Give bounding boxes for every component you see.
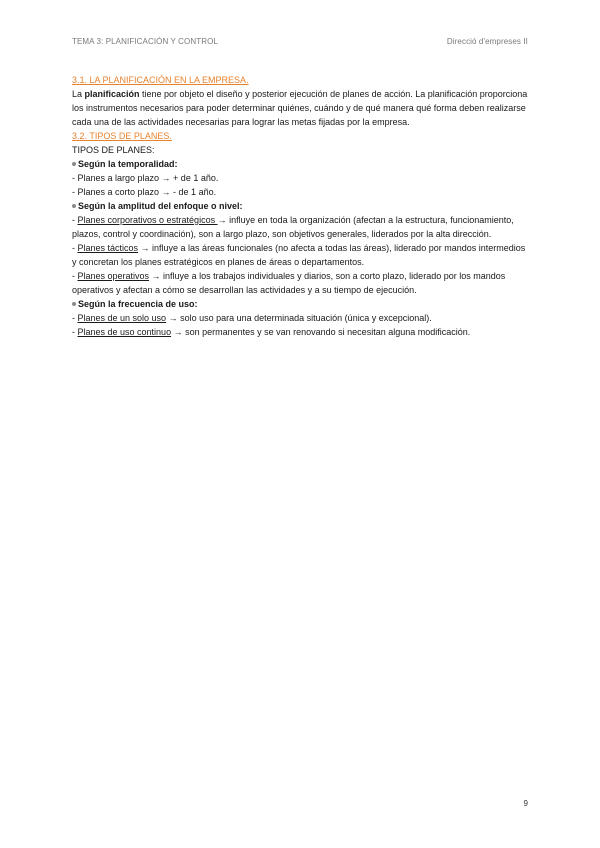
term-estrategicos: Planes corporativos o estratégicos [77, 215, 218, 225]
list-item-uso-continuo: - Planes de uso continuo → son permanentes y se van renovando si necesitan alguna modificación. [72, 327, 471, 337]
list-item-largo-plazo: - Planes a largo plazo → + de 1 año. [72, 173, 219, 183]
group-heading-frecuencia: Según la frecuencia de uso: [72, 297, 528, 311]
intro-prefix: La [72, 89, 85, 99]
intro-text: tiene por objeto el diseño y posterior ejecución de planes de acción. La planificación proporciona los instrumentos necesarios para poder determinar quiénes, cuándo y de qué manera qué forma deben realizarse cada una de las actividades necesarias para lograr las metas fijadas por la empresa. [72, 89, 528, 127]
section-heading-tipos: 3.2. TIPOS DE PLANES. [72, 131, 172, 141]
group-heading-temporalidad: Según la temporalidad: [72, 157, 528, 171]
header-course: Direcció d'empreses II [446, 37, 528, 46]
bullet-icon [72, 204, 76, 208]
section-heading-planificacion: 3.1. LA PLANIFICACIÓN EN LA EMPRESA. [72, 75, 249, 85]
tipos-subtitle: TIPOS DE PLANES: [72, 145, 155, 155]
term-tacticos: Planes tácticos [77, 243, 139, 253]
list-item-corto-plazo: - Planes a corto plazo → - de 1 año. [72, 187, 217, 197]
list-item-estrategicos: - Planes corporativos o estratégicos → influye en toda la organización (afectan a la estructura, funcionamiento, plazos, control y coordinación), son a largo plazo, son objetivos generales, liderados por la alta dirección. [72, 215, 514, 239]
term-operativos: Planes operativos [77, 271, 150, 281]
list-item-un-solo-uso: - Planes de un solo uso → solo uso para una determinada situación (única y excepcional). [72, 313, 432, 323]
intro-paragraph [72, 87, 528, 129]
list-item-operativos: - Planes operativos → influye a los trabajos individuales y diarios, son a corto plazo, liderado por los mandos operativos y afectan a cómo se desarrollan las actividades y a su tiempo de ejecución. [72, 271, 506, 295]
intro-bold-term: planificación [84, 89, 140, 99]
term-uso-continuo: Planes de uso continuo [77, 327, 172, 337]
bullet-icon [72, 162, 76, 166]
group-heading-amplitud: Según la amplitud del enfoque o nivel: [72, 199, 528, 213]
term-un-solo-uso: Planes de un solo uso [77, 313, 167, 323]
document-body [72, 73, 528, 339]
list-item-tacticos: - Planes tácticos → influye a las áreas funcionales (no afecta a todas las áreas), liderado por mandos intermedios y concretan los planes estratégicos en planes de áreas o departamentos. [72, 243, 526, 267]
bullet-icon [72, 302, 76, 306]
header-topic: TEMA 3: PLANIFICACIÓN Y CONTROL [72, 37, 218, 46]
page-number: 9 [523, 799, 528, 808]
